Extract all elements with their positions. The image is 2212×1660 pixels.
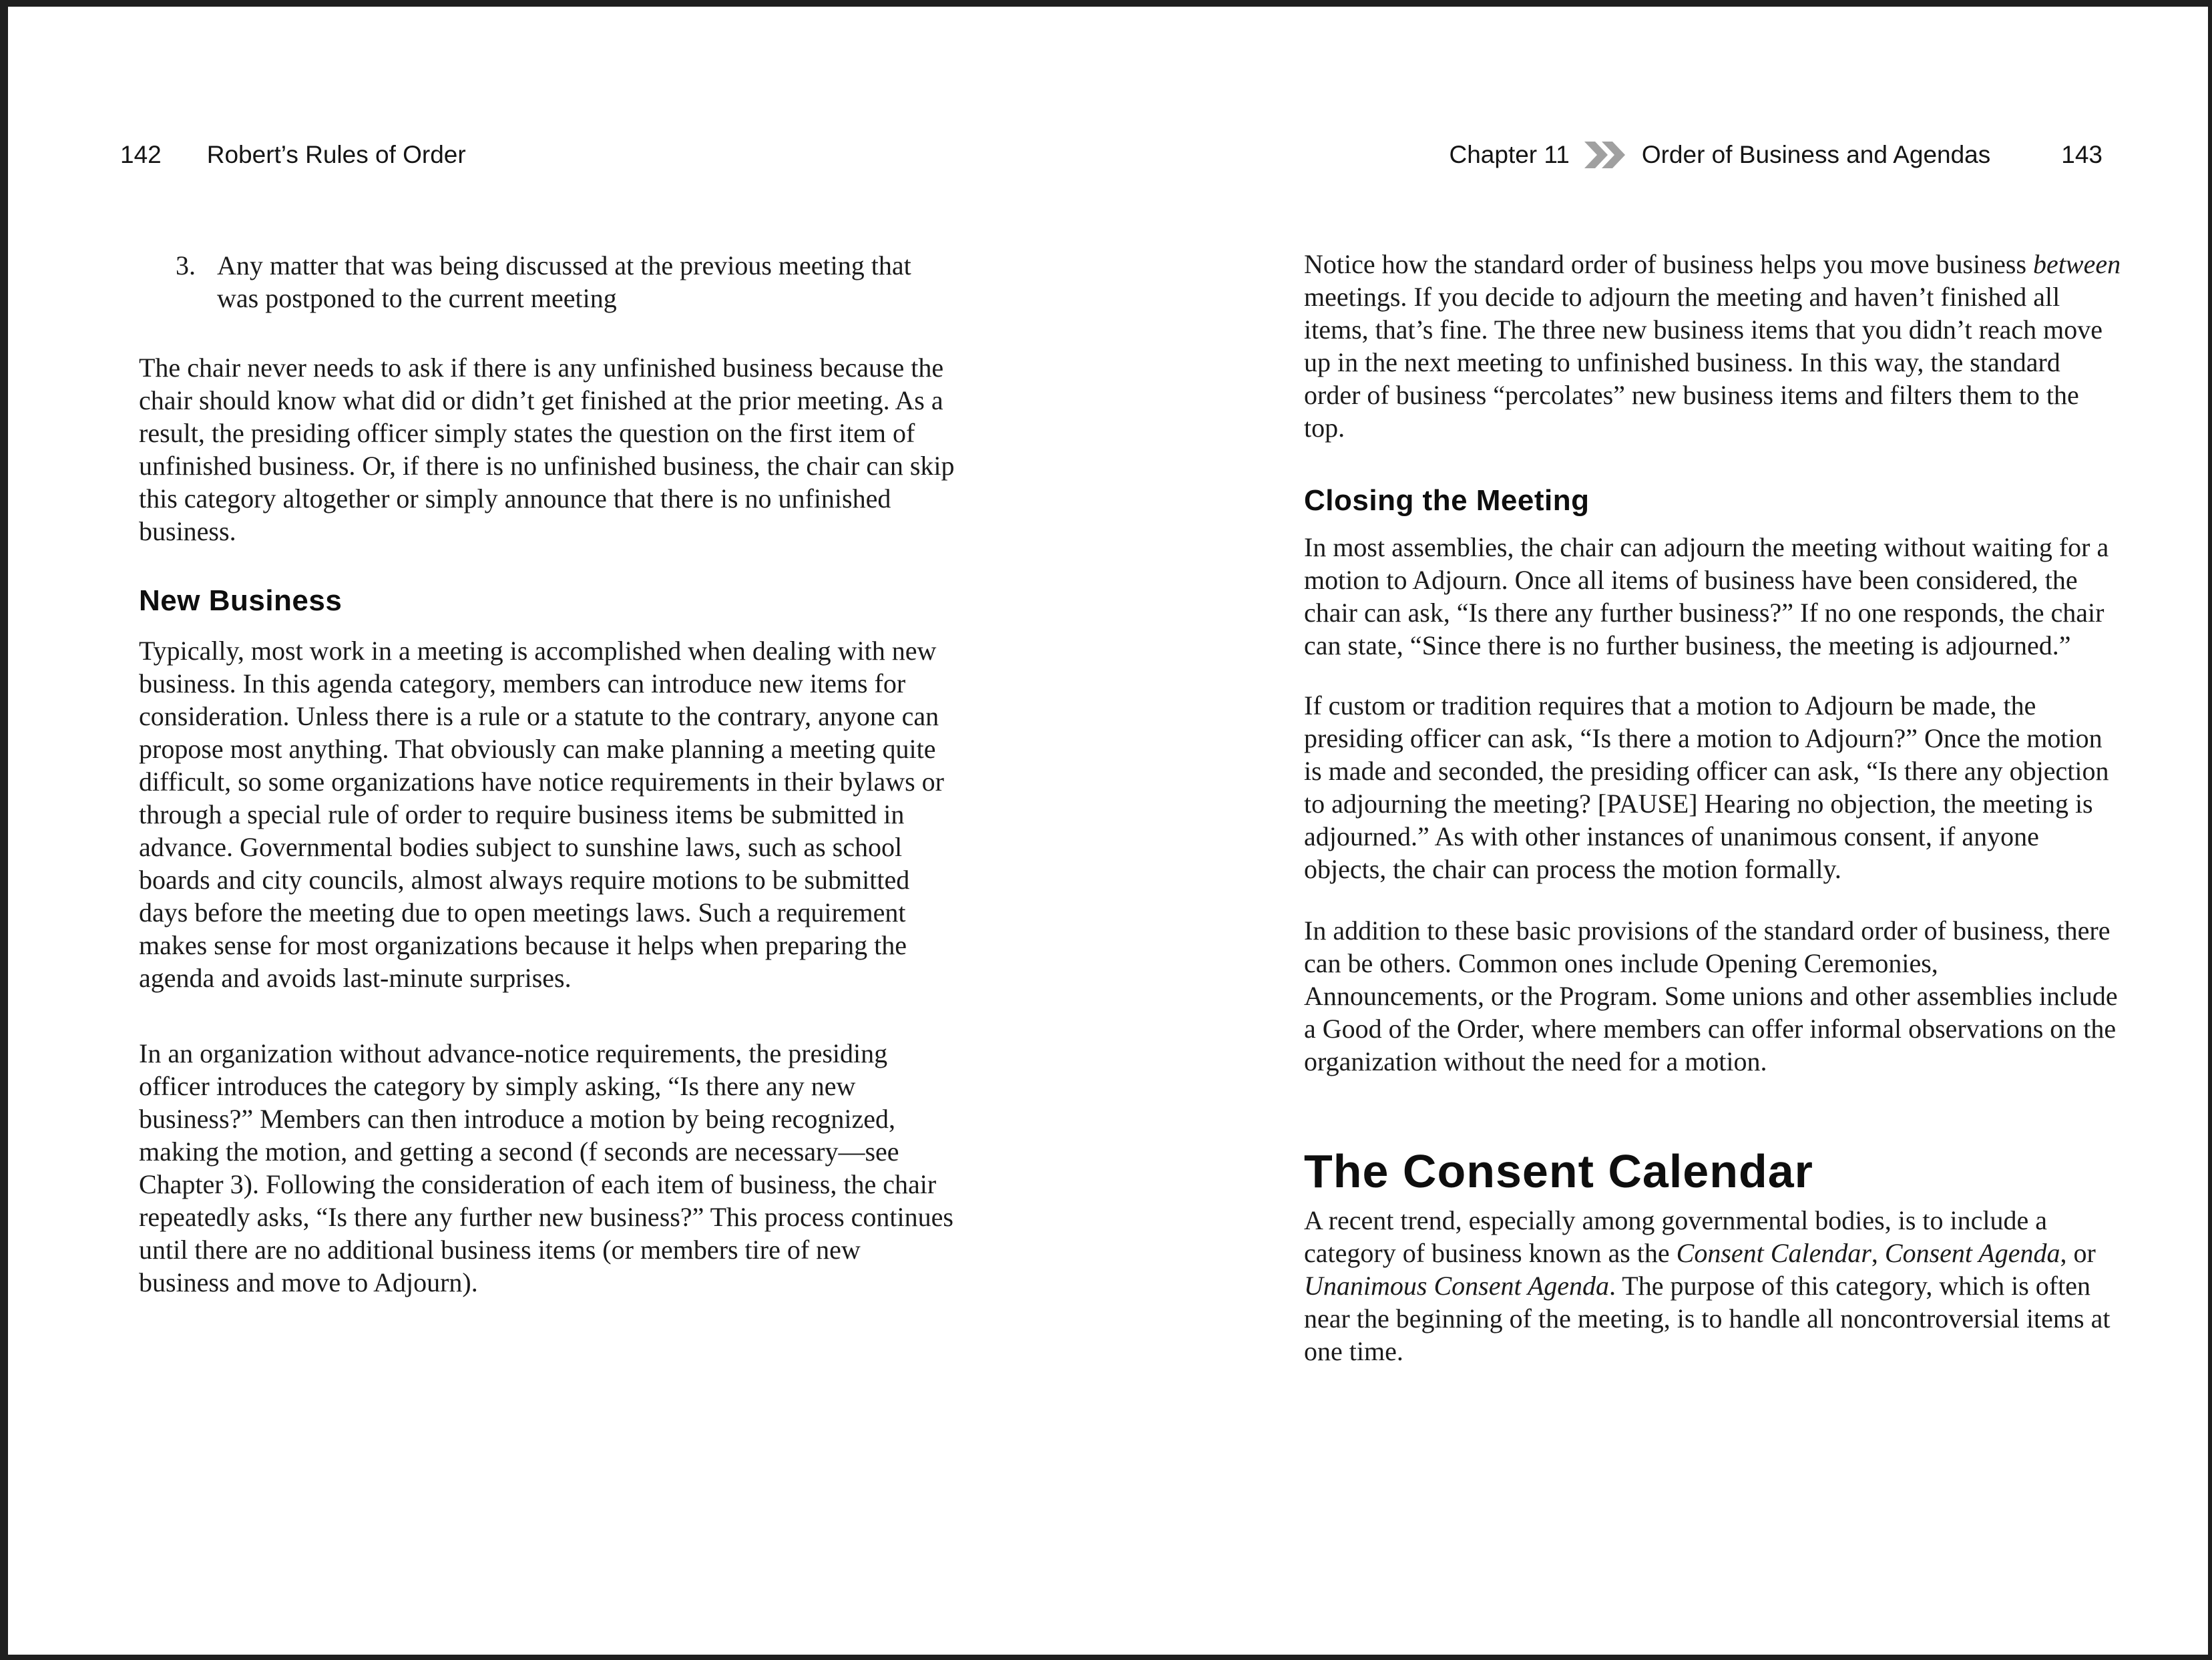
left-page-header: [120, 140, 466, 170]
list-item-number: 3.: [176, 250, 196, 280]
right-page-number: 143: [2061, 141, 2103, 168]
right-column: [1304, 248, 2122, 1368]
heading-closing-the-meeting: Closing the Meeting: [1304, 484, 1590, 517]
paragraph-new-business-intro: Typically, most work in a meeting is accomplished when dealing with new business. In this agenda category, members can introduce new items for consideration. Unless there is a rule or a statute to the contrary, anyone can propose most anything. That obviously can make planning a meeting quite difficult, so some organizations have notice requirements in their bylaws or through a special rule of order to require business items be submitted in advance. Governmental bodies subject to sunshine laws, such as school boards and city councils, almost always require motions to be submitted days before the meeting due to open meetings laws. Such a requirement makes sense for most organizations because it helps when preparing the agenda and avoids last-minute surprises.: [139, 636, 944, 993]
paragraph-additional-provisions: In addition to these basic provisions of the standard order of business, there can be others. Common ones include Opening Ceremonies, Announcements, or the Program. Some unions and other assemblies include a Good of the Order, where members can offer informal observations on the organization without the need for a motion.: [1304, 915, 2118, 1076]
double-chevron-icon: [1584, 142, 1627, 168]
paragraph-new-business-process: In an organization without advance-notice requirements, the presiding officer introduces the category by simply asking, “Is there any new business?” Members can then introduce a motion by being recognized, making the motion, and getting a second (f seconds are necessary—see Chapter 3). Following the consideration of each item of business, the chair repeatedly asks, “Is there any further new business?” This process continues until there are no additional business items (or members tire of new business and move to Adjourn).: [139, 1038, 953, 1297]
heading-consent-calendar: The Consent Calendar: [1304, 1145, 1813, 1197]
right-page-header: [1449, 140, 2103, 170]
left-running-title: Robert’s Rules of Order: [206, 141, 466, 168]
paragraph-adjourn-without-motion: In most assemblies, the chair can adjourn the meeting without waiting for a motion to Adjourn. Once all items of business have been considered, the chair can ask, “Is there any further business?” If no one responds, the chair can state, “Since there is no further business, the meeting is adjourned.”: [1304, 532, 2109, 660]
left-page-number: 142: [120, 141, 162, 168]
paragraph-motion-to-adjourn: If custom or tradition requires that a motion to Adjourn be made, the presiding officer can ask, “Is there a motion to Adjourn?” Once the motion is made and seconded, the presiding officer can ask, “Is there any objection to adjourning the meeting? [PAUSE] Hearing no objection, the meeting is adjourned.” As with other instances of unanimous consent, if anyone objects, the chair can process the motion formally.: [1304, 690, 2109, 884]
paragraph-consent-calendar: A recent trend, especially among governmental bodies, is to include a category of business known as the Consent Calendar, Consent Agenda, or Unanimous Consent Agenda. The purpose of this category, which is often near the beginning of the meeting, is to handle all noncontroversial items at one time.: [1304, 1205, 2111, 1366]
heading-new-business: New Business: [139, 584, 343, 617]
left-column: [139, 249, 957, 1299]
right-running-title: Order of Business and Agendas: [1641, 141, 1991, 168]
paragraph-unfinished-business: The chair never needs to ask if there is any unfinished business because the chair should know what did or didn’t get finished at the prior meeting. As a result, the presiding officer simply states the question on the first item of unfinished business. Or, if there is no unfinished business, the chair can skip this category altogether or simply announce that there is no unfinished business.: [139, 353, 955, 546]
list-item-text: Any matter that was being discussed at the previous meeting that was postponed to the current meeting: [217, 250, 911, 313]
chapter-label: Chapter 11: [1449, 141, 1570, 168]
numbered-list-item: [176, 249, 920, 315]
paragraph-order-of-business: Notice how the standard order of business helps you move business between meetings. If you decide to adjourn the meeting and haven’t finished all items, that’s fine. The three new business items that you didn’t reach move up in the next meeting to unfinished business. In this way, the standard order of business “percolates” new business items and filters them to the top.: [1304, 249, 2121, 443]
